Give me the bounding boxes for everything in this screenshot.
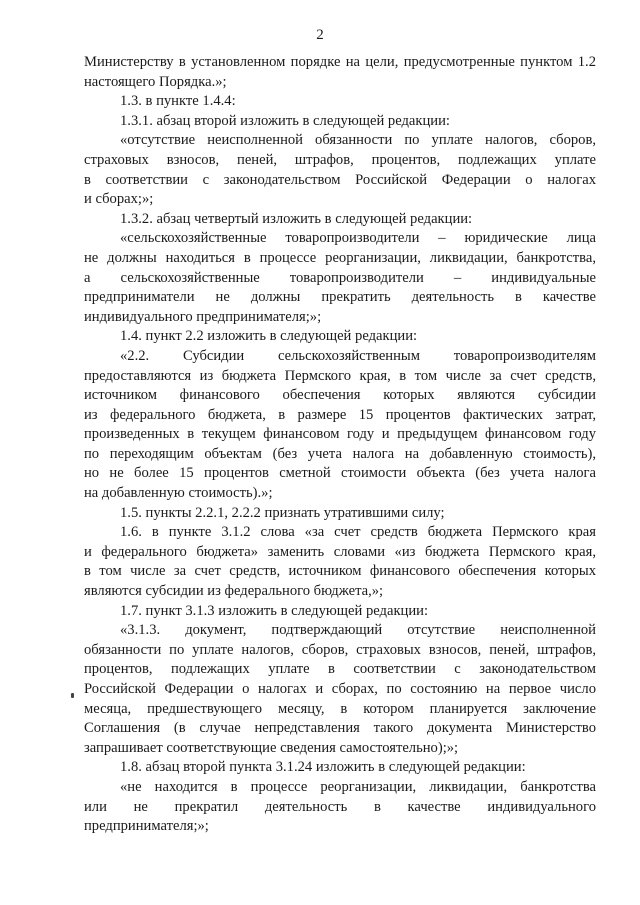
text-line: Министерству в установленном порядке на цели, предусмотренные пунктом 1.2 [84, 54, 596, 70]
text-line: или не прекратил деятельность в качестве индивидуального [84, 798, 596, 815]
text-line: «сельскохозяйственные товаропроизводители – юридические лица [120, 230, 596, 247]
text-line: индивидуального предпринимателя;»; [84, 308, 322, 325]
text-line: 1.3. в пункте 1.4.4: [120, 93, 236, 110]
text-line: «3.1.3. документ, подтверждающий отсутствие неисполненной [120, 622, 596, 639]
page-number: 2 [316, 27, 324, 43]
text-line: настоящего Порядка.»; [84, 73, 227, 90]
text-line: Соглашения (в случае непредставления такого документа Министерство [84, 720, 596, 737]
text-line: в том числе за счет средств, источником финансового обеспечения которых [84, 563, 596, 580]
text-line: 1.7. пункт 3.1.3 изложить в следующей редакции: [120, 602, 429, 619]
text-line: 1.4. пункт 2.2 изложить в следующей редакции: [120, 328, 418, 345]
text-line: а сельскохозяйственные товаропроизводители – индивидуальные [84, 269, 596, 286]
text-line: 1.6. в пункте 3.1.2 слова «за счет средств бюджета Пермского края [120, 524, 596, 541]
text-line: «не находится в процессе реорганизации, ликвидации, банкротства [120, 778, 596, 795]
text-line: и сборах;»; [84, 191, 154, 208]
text-line: месяца, предшествующего месяцу, в котором планируется заключение [84, 700, 596, 717]
text-line: «2.2. Субсидии сельскохозяйственным товаропроизводителям [120, 347, 596, 364]
text-line: Российской Федерации о налогах и сборах, по состоянию на первое число [84, 681, 596, 697]
text-line: на добавленную стоимость).»; [84, 485, 273, 502]
text-line: не должны находиться в процессе реорганизации, ликвидации, банкротства, [84, 249, 596, 266]
text-line: и федерального бюджета» заменить словами «из бюджета Пермского края, [84, 543, 596, 560]
text-line: из федерального бюджета, в размере 15 процентов фактических затрат, [84, 406, 596, 423]
margin-mark [71, 693, 74, 698]
text-line: запрашивает соответствующие сведения самостоятельно);»; [84, 739, 459, 756]
text-line: страховых взносов, пеней, штрафов, процентов, подлежащих уплате [84, 151, 596, 168]
text-line: по переходящим объектам (без учета налога на добавленную стоимость), [84, 445, 596, 462]
text-line: 1.8. абзац второй пункта 3.1.24 изложить в следующей редакции: [120, 759, 526, 776]
text-line: обязанности по уплате налогов, сборов, страховых взносов, пеней, штрафов, [84, 641, 596, 658]
text-line: предпринимателя;»; [84, 818, 209, 835]
text-line: процентов, подлежащих уплате в соответствии с законодательством [84, 661, 596, 678]
text-line: но не более 15 процентов сметной стоимости объекта (без учета налога [84, 465, 596, 482]
text-line: 1.3.1. абзац второй изложить в следующей редакции: [120, 112, 450, 129]
text-line: произведенных в текущем финансовом году и предыдущем финансовом году [84, 426, 596, 443]
text-line: «отсутствие неисполненной обязанности по уплате налогов, сборов, [120, 132, 596, 149]
text-line: являются субсидии из федерального бюджета,»; [84, 583, 384, 600]
document-body [84, 53, 596, 837]
text-line: 1.3.2. абзац четвертый изложить в следующей редакции: [120, 210, 473, 227]
text-line: источником финансового обеспечения которых являются субсидии [84, 387, 596, 404]
text-line: предоставляются из бюджета Пермского края, в том числе за счет средств, [84, 367, 596, 384]
text-line: 1.5. пункты 2.2.1, 2.2.2 признать утратившими силу; [120, 504, 445, 521]
text-line: в соответствии с законодательством Российской Федерации о налогах [84, 171, 596, 188]
text-line: предприниматели не должны прекратить деятельность в качестве [84, 289, 596, 306]
